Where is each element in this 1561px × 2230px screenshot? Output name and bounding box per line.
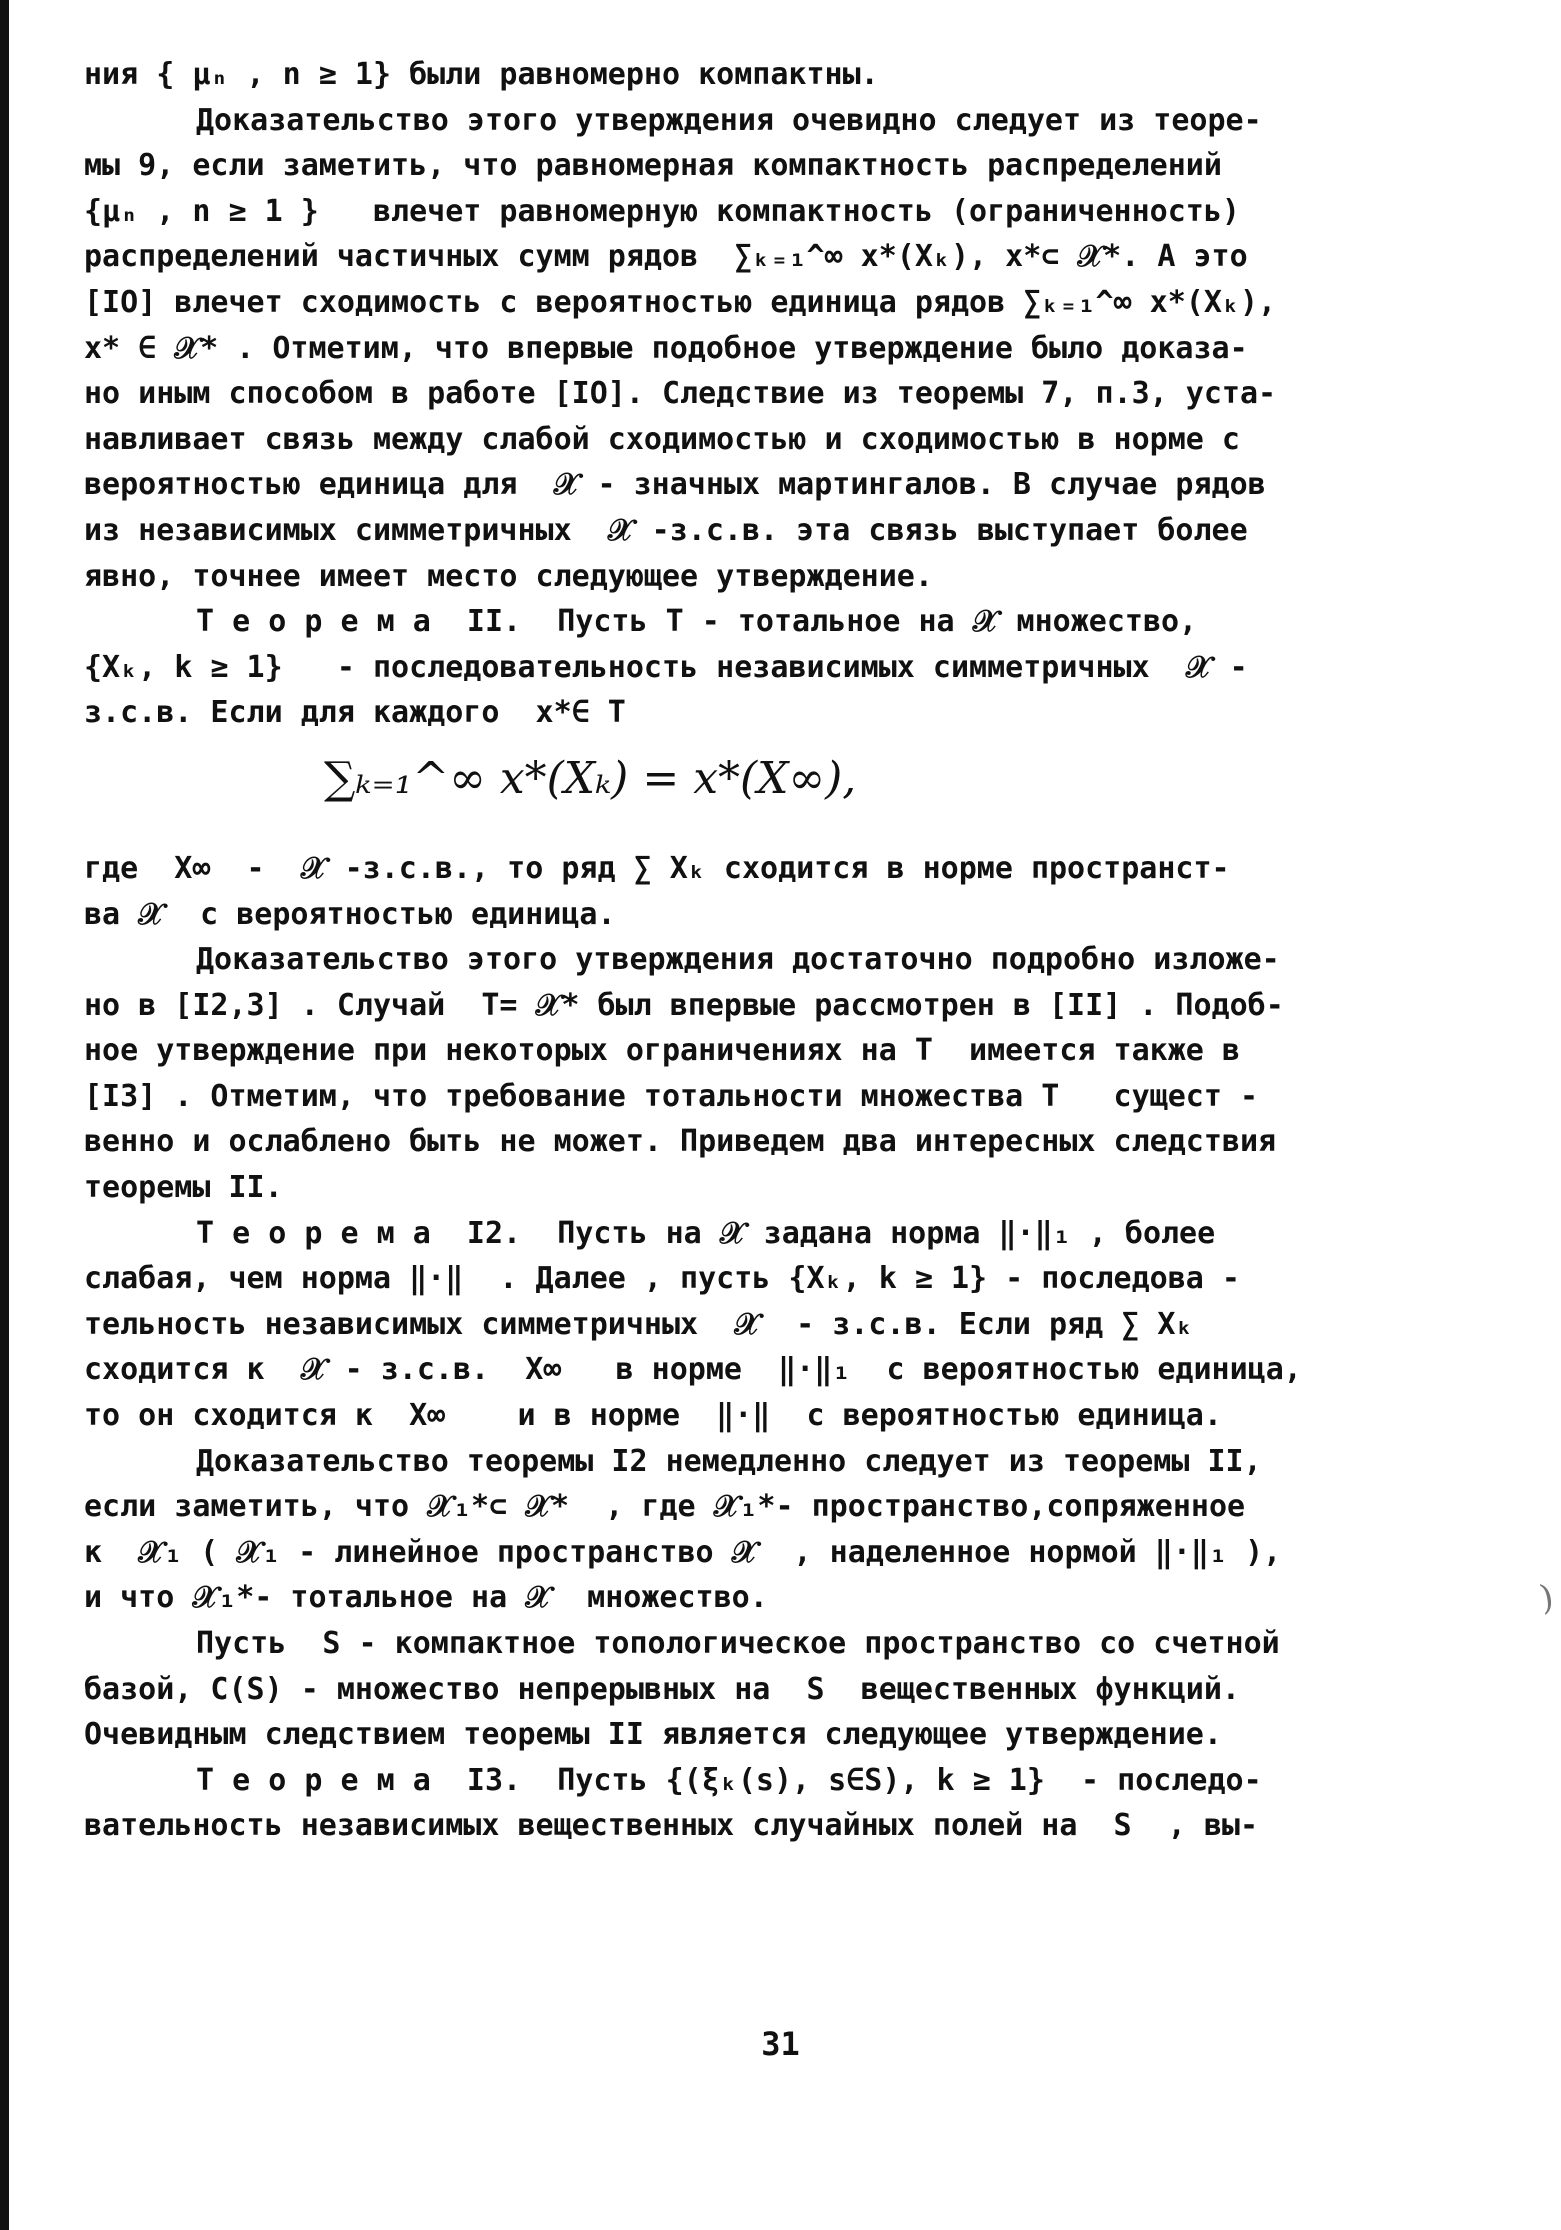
text-line: теоремы II. <box>84 1170 283 1206</box>
text-line: Пусть S - компактное топологическое пространство со счетной <box>196 1626 1280 1661</box>
text-line: [I3] . Отметим, что требование тотальности множества T сущест - <box>84 1078 1258 1114</box>
text-line: базой, C(S) - множество непрерывных на S вещественных функций. <box>84 1671 1240 1707</box>
text-line: то он сходится к X∞ и в норме ‖·‖ с вероятностью единица. <box>84 1398 1222 1434</box>
text-line: сходится к 𝒳 - з.с.в. X∞ в норме ‖·‖₁ с вероятностью единица, <box>84 1352 1302 1388</box>
text-line: но в [I2,3] . Случай T= 𝒳* был впервые рассмотрен в [II] . Подоб- <box>84 987 1284 1023</box>
text-line: слабая, чем норма ‖·‖ . Далее , пусть {Xₖ, k ≥ 1} - последова - <box>84 1261 1240 1297</box>
text-line: и что 𝒳₁*- тотальное на 𝒳 множество. <box>84 1580 768 1616</box>
text-line: мы 9, если заметить, что равномерная компактность распределений <box>84 148 1222 184</box>
text-line: Доказательство теоремы I2 немедленно следует из теоремы II, <box>196 1443 1262 1479</box>
text-block-1 <box>84 52 1424 736</box>
text-line: ния { μₙ , n ≥ 1} были равномерно компактны. <box>84 57 879 92</box>
text-line: [IO] влечет сходимость с вероятностью единица рядов ∑ₖ₌₁^∞ x*(Xₖ), <box>84 284 1277 320</box>
text-line: Доказательство этого утверждения очевидно следует из теоре- <box>196 102 1262 138</box>
text-line: вательность независимых вещественных случайных полей на S , вы- <box>84 1808 1258 1844</box>
text-line: распределений частичных сумм рядов ∑ₖ₌₁^∞ x*(Xₖ), x*⊂ 𝒳*. А это <box>84 239 1248 275</box>
text-line: {Xₖ, k ≥ 1} - последовательность независимых симметричных 𝒳 - <box>84 649 1248 685</box>
text-line: венно и ослаблено быть не может. Приведем два интересных следствия <box>84 1124 1277 1160</box>
text-line: Т е о р е м а II. Пусть T - тотальное на 𝒳 множество, <box>196 604 1198 640</box>
text-line: {μₙ , n ≥ 1 } влечет равномерную компактность (ограниченность) <box>84 193 1240 229</box>
page-body <box>84 52 1424 1849</box>
text-block-2 <box>84 846 1424 1849</box>
binding-edge <box>0 0 9 2230</box>
text-line: явно, точнее имеет место следующее утверждение. <box>84 558 933 594</box>
text-line: x* ∈ 𝒳* . Отметим, что впервые подобное утверждение было доказа- <box>84 330 1248 366</box>
text-line: з.с.в. Если для каждого x*∈ T <box>84 695 626 731</box>
text-line: Доказательство этого утверждения достаточно подробно изложе- <box>196 942 1280 978</box>
margin-mark: ) <box>1536 1577 1557 1619</box>
text-line: вероятностью единица для 𝒳 - значных мартингалов. В случае рядов <box>84 467 1266 503</box>
text-line: где X∞ - 𝒳 -з.с.в., то ряд ∑ Xₖ сходится в норме пространст- <box>84 850 1230 886</box>
display-formula: ∑ₖ₌₁^∞ x*(Xₖ) = x*(X∞), <box>324 752 857 804</box>
text-line: если заметить, что 𝒳₁*⊂ 𝒳* , где 𝒳₁*- пространство,сопряженное <box>84 1489 1246 1525</box>
page-number: 31 <box>761 2025 800 2063</box>
text-line: Очевидным следствием теоремы II является следующее утверждение. <box>84 1717 1222 1753</box>
text-line: тельность независимых симметричных 𝒳 - з.с.в. Если ряд ∑ Xₖ <box>84 1306 1194 1342</box>
text-line: Т е о р е м а I2. Пусть на 𝒳 задана норма ‖·‖₁ , более <box>196 1215 1216 1251</box>
text-line: но иным способом в работе [IO]. Следствие из теоремы 7, п.3, уста- <box>84 376 1277 412</box>
text-line: Т е о р е м а I3. Пусть {(ξₖ(s), s∈S), k ≥ 1} - последо- <box>196 1762 1262 1798</box>
text-line: к 𝒳₁ ( 𝒳₁ - линейное пространство 𝒳 , наделенное нормой ‖·‖₁ ), <box>84 1534 1282 1570</box>
text-line: из независимых симметричных 𝒳 -з.с.в. эта связь выступает более <box>84 512 1248 548</box>
text-line: навливает связь между слабой сходимостью и сходимостью в норме с <box>84 421 1240 457</box>
text-line: ное утверждение при некоторых ограничениях на T имеется также в <box>84 1033 1240 1069</box>
text-line: ва 𝒳 с вероятностью единица. <box>84 896 616 932</box>
